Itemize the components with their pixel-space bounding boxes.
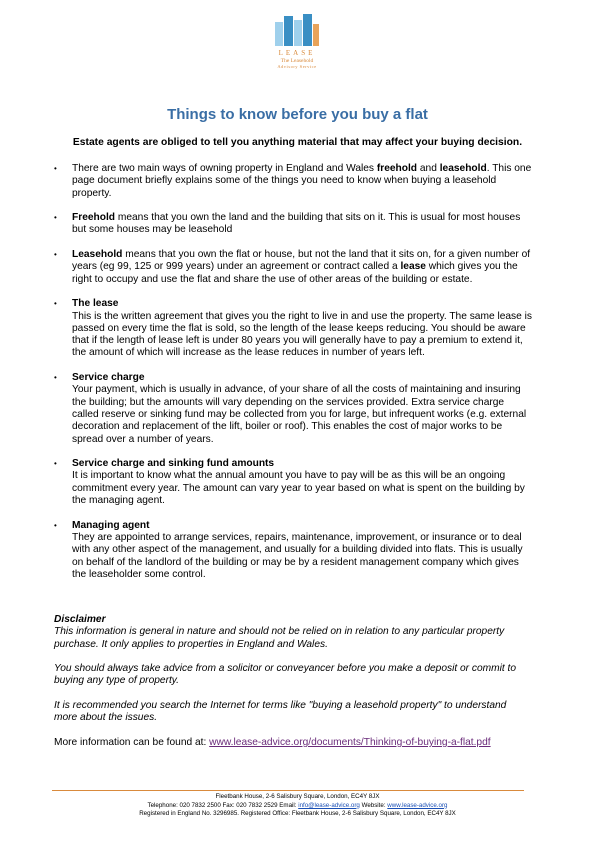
buildings-logo-icon (262, 12, 332, 48)
item-heading: The lease (72, 298, 119, 310)
footer-registered: Registered in England No. 3296985. Registered Office: Fleetbank House, 2-6 Salisbury Square, London, EC4Y 8JX (139, 810, 456, 818)
logo-wordmark: LEASE (278, 49, 316, 57)
list-item-leasehold: • Leasehold means that you own the flat or house, but not the land that it sits on, for a given number of years (eg 99, 125 or 999 years) under an agreement or contract called a lease which gives you the right to occupy and use the flat and share the use of other areas of the building or estate. (54, 249, 532, 286)
item-heading: Service charge and sinking fund amounts (72, 458, 275, 470)
footer-email-link[interactable]: info@lease-advice.org (298, 801, 360, 809)
list-item-sinking-fund: • Service charge and sinking fund amounts It is important to know what the annual amount you have to pay will be as this will be an ongoing commitment every year. The amount can vary year to year based on what is spent on the building by the managing agent. (54, 458, 532, 507)
list-item-the-lease: • The lease This is the written agreement that gives you the right to live in and use the property. The same lease is passed on every time the flat is sold, so the length of the lease keeps reducing. You should be aware that if the length of lease left is under 80 years you will generally have to pay a premium to extend it, the amount of which will increase as the lease reduces in number of years left. (54, 298, 532, 359)
list-item-service-charge: • Service charge Your payment, which is usually in advance, of your share of all the costs of maintaining and insuring the building; but the amounts will vary depending on the services provided. Extra service charge called reserve or sinking fund may be collected from you for large, but infrequent works (e.g. external decoration and replacement of the lift, boiler or roof). This enables the cost of major works to be spread over a number of years. (54, 372, 532, 446)
disclaimer-section (54, 614, 532, 762)
list-item-managing-agent: • Managing agent They are appointed to arrange services, repairs, maintenance, improvement, or insurance or to deal with any other aspect of the management, and usually for a building divided into flats. This is usually on behalf of the landlord of the building or may be by a resident management company which gives the leaseholder some control. (54, 520, 532, 581)
footer (0, 793, 595, 819)
disclaimer-para-2: You should always take advice from a solicitor or conveyancer before you make a deposit or commit to buying any type of property. (54, 663, 517, 687)
lease-logo (262, 12, 332, 74)
disclaimer-para-3: It is recommended you search the Internet for terms like "buying a leasehold property" to understand more about the issues. (54, 700, 507, 724)
page-subtitle: Estate agents are obliged to tell you anything material that may affect your buying decision. (72, 137, 523, 148)
item-heading: Service charge (72, 372, 145, 384)
footer-divider (52, 790, 524, 791)
more-info-link[interactable]: www.lease-advice.org/documents/Thinking-of-buying-a-flat.pdf (209, 736, 491, 748)
logo-tagline-1: The Leasehold (280, 58, 314, 64)
more-info-line: More information can be found at: www.lease-advice.org/documents/Thinking-of-buying-a-flat.pdf (54, 736, 491, 748)
footer-contact: Telephone: 020 7832 2500 Fax: 020 7832 2529 Email: info@lease-advice.org Website: www.lease-advice.org (147, 801, 448, 809)
footer-address: Fleetbank House, 2-6 Salisbury Square, London, EC4Y 8JX (215, 793, 380, 800)
page-title: Things to know before you buy a flat (167, 106, 428, 123)
info-list (54, 163, 532, 593)
footer-website-link[interactable]: www.lease-advice.org (387, 801, 448, 809)
item-heading: Managing agent (72, 519, 150, 531)
list-item-ownership: • There are two main ways of owning property in England and Wales freehold and leasehold. This one page document briefly explains some of the things you need to know when buying a leasehold property. (54, 163, 532, 200)
disclaimer-heading: Disclaimer (54, 614, 106, 625)
list-item-freehold: • Freehold means that you own the land and the building that sits on it. This is usual for most houses but some houses may be leasehold (54, 212, 532, 237)
logo-tagline-2: Advisory Service (277, 64, 317, 69)
disclaimer-para-1: Disclaimer This information is general in nature and should not be relied on in relation to any particular property purchase. It only applies to properties in England and Wales. (54, 614, 505, 650)
